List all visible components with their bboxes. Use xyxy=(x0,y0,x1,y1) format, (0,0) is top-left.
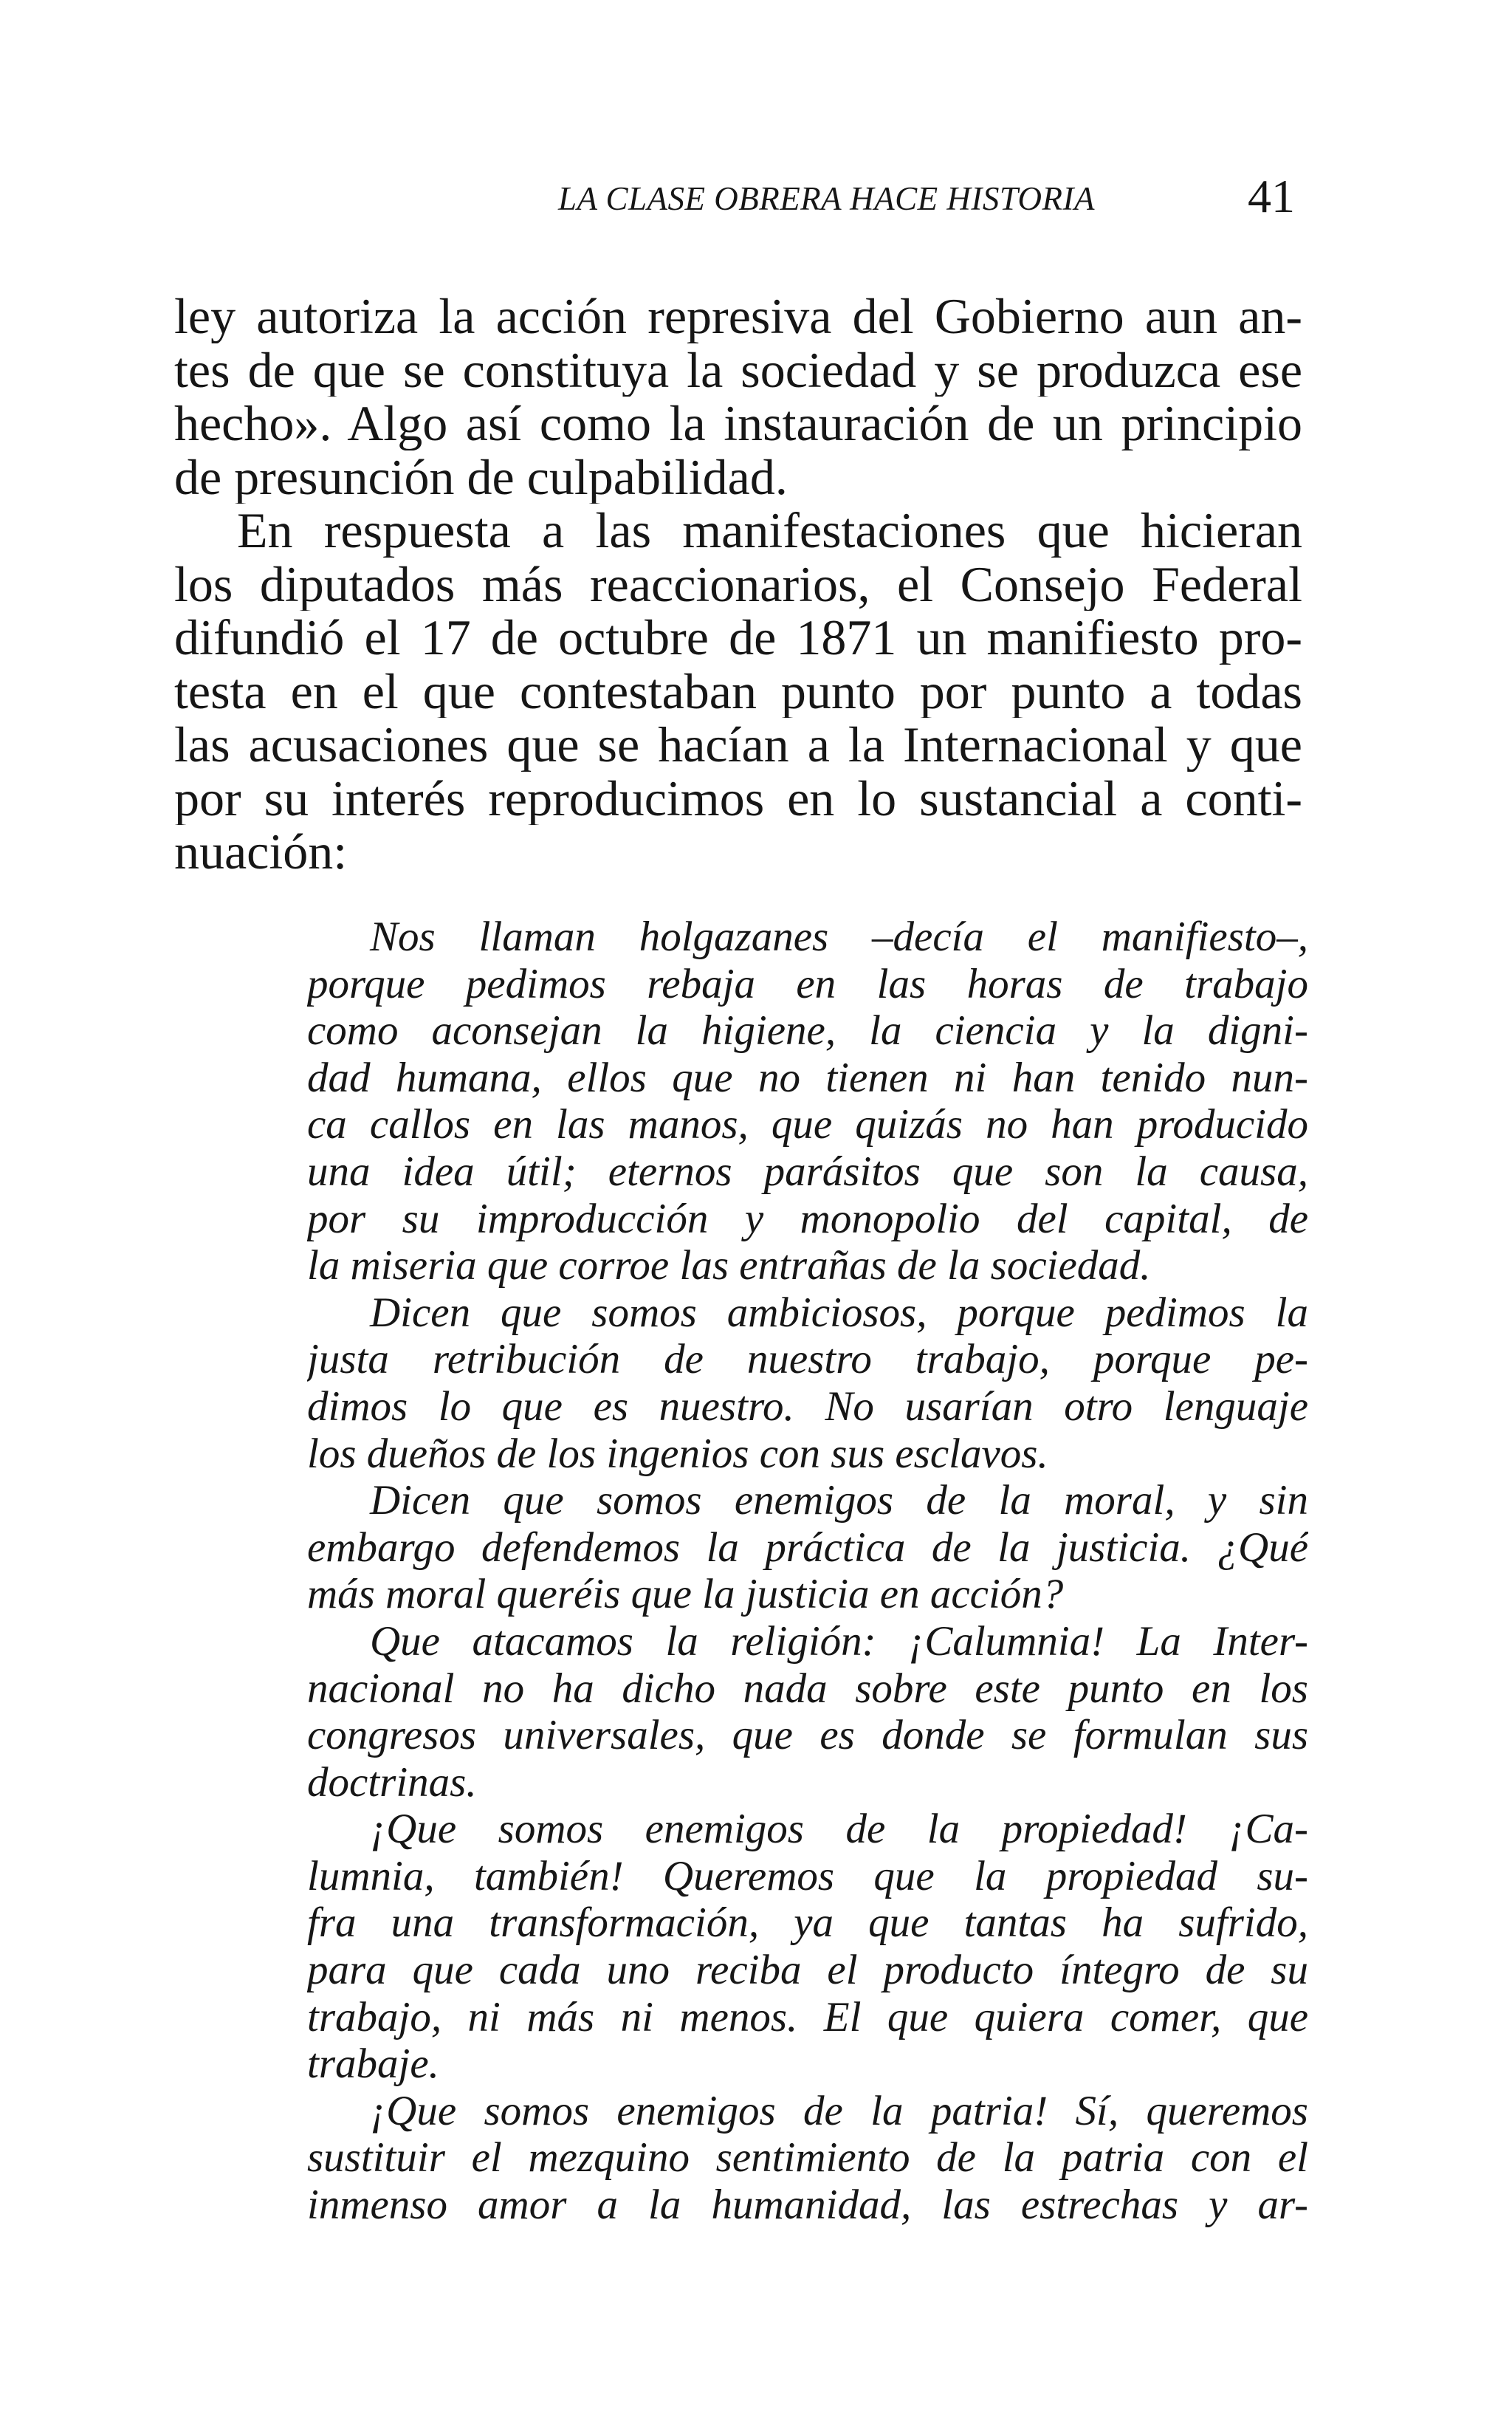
quote-line: Nos llaman holgazanes –decía el manifiesto–, xyxy=(370,914,1308,960)
quote-line: la miseria que corroe las entrañas de la sociedad. xyxy=(307,1242,1151,1289)
quote-line: ¡Que somos enemigos de la propiedad! ¡Ca- xyxy=(370,1806,1308,1853)
quote-line: como aconsejan la higiene, la ciencia y la digni- xyxy=(307,1007,1308,1055)
quote-line: Que atacamos la religión: ¡Calumnia! La Inter- xyxy=(370,1617,1308,1665)
body-line: difundió el 17 de octubre de 1871 un manifiesto pro- xyxy=(174,611,1302,665)
running-title: LA CLASE OBRERA HACE HISTORIA xyxy=(558,180,1095,217)
body-line: de presunción de culpabilidad. xyxy=(174,450,788,504)
quote-line: ¡Que somos enemigos de la patria! Sí, queremos xyxy=(370,2087,1308,2134)
quote-line: ca callos en las manos, que quizás no han producido xyxy=(307,1101,1308,1148)
quote-line: porque pedimos rebaja en las horas de trabajo xyxy=(307,960,1308,1007)
body-line: En respuesta a las manifestaciones que hicieran xyxy=(237,504,1302,558)
quote-line: doctrinas. xyxy=(307,1758,477,1806)
page-number: 41 xyxy=(1248,170,1295,222)
body-line: testa en el que contestaban punto por punto a todas xyxy=(174,664,1302,718)
quote-line: sustituir el mezquino sentimiento de la patria con el xyxy=(307,2134,1308,2182)
body-line: ley autoriza la acción represiva del Gobierno aun an- xyxy=(174,289,1302,343)
quote-line: dad humana, ellos que no tienen ni han tenido nun- xyxy=(307,1054,1308,1101)
block-quote xyxy=(307,914,1308,2229)
body-line: los diputados más reaccionarios, el Consejo Federal xyxy=(174,557,1302,611)
quote-line: por su improducción y monopolio del capital, de xyxy=(307,1195,1308,1242)
body-line: las acusaciones que se hacían a la Internacional y que xyxy=(174,718,1302,772)
body-line: hecho». Algo así como la instauración de un principio xyxy=(174,397,1302,450)
quote-line: dimos lo que es nuestro. No usarían otro lenguaje xyxy=(307,1382,1308,1430)
quote-line: una idea útil; eternos parásitos que son la causa, xyxy=(307,1148,1308,1195)
quote-line: más moral queréis que la justicia en acción? xyxy=(307,1571,1064,1618)
quote-line: Dicen que somos enemigos de la moral, y sin xyxy=(370,1477,1308,1524)
quote-line: lumnia, también! Queremos que la propiedad su- xyxy=(307,1852,1308,1899)
quote-line: embargo defendemos la práctica de la justicia. ¿Qué xyxy=(307,1524,1308,1571)
page-header xyxy=(0,166,1512,233)
quote-line: trabajo, ni más ni menos. El que quiera comer, que xyxy=(307,1993,1308,2040)
quote-line: fra una transformación, ya que tantas ha sufrido, xyxy=(307,1899,1308,1947)
quote-line: para que cada uno reciba el producto íntegro de su xyxy=(307,1947,1308,1994)
quote-line: congresos universales, que es donde se formulan sus xyxy=(307,1712,1308,1759)
body-line: tes de que se constituya la sociedad y se produzca ese xyxy=(174,343,1302,397)
quote-line: justa retribución de nuestro trabajo, porque pe- xyxy=(307,1336,1308,1383)
quote-line: los dueños de los ingenios con sus esclavos. xyxy=(307,1430,1048,1477)
quote-line: trabaje. xyxy=(307,2040,439,2088)
quote-line: inmenso amor a la humanidad, las estrechas y ar- xyxy=(307,2182,1308,2229)
quote-line: Dicen que somos ambiciosos, porque pedimos la xyxy=(370,1289,1308,1336)
body-line: por su interés reproducimos en lo sustancial a conti- xyxy=(174,771,1302,825)
quote-line: nacional no ha dicho nada sobre este punto en los xyxy=(307,1665,1308,1712)
body-line: nuación: xyxy=(174,825,348,879)
body-paragraphs xyxy=(174,289,1302,879)
